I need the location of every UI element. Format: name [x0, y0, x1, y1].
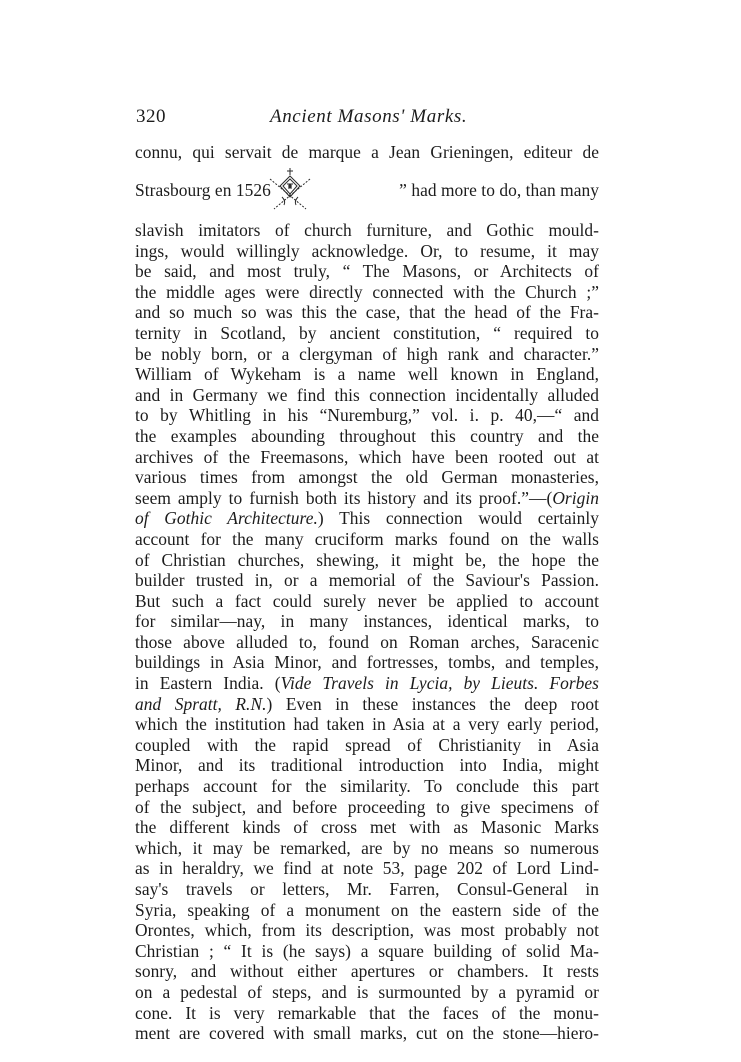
italic-citation: of Gothic Architecture.: [135, 508, 318, 529]
text-line: William of Wykeham is a name well known in England,: [135, 364, 599, 385]
text-line: various times from amongst the old German monasteries,: [135, 467, 599, 488]
text-line: perhaps account for the similarity. To conclude this part: [135, 776, 599, 797]
text-line: ment are covered with small marks, cut on the stone—hiero-: [135, 1023, 599, 1044]
text-segment: seem amply to furnish both its history and its proof.”—(: [135, 487, 553, 508]
text-line: be said, and most truly, “ The Masons, or Architects of: [135, 261, 599, 282]
text-line-with-mark: [135, 164, 599, 216]
text-line: of Christian churches, shewing, it might be, the hope the: [135, 549, 599, 570]
text-line: the middle ages were directly connected with the Church ;”: [135, 281, 599, 302]
text-line: cone. It is very remarkable that the faces of the monu-: [135, 1002, 599, 1023]
text-line: and so much so was this the case, that the head of the Fra-: [135, 302, 599, 323]
text-line: buildings in Asia Minor, and fortresses, tombs, and temples,: [135, 652, 599, 673]
running-title: Ancient Masons' Marks.: [270, 106, 468, 127]
italic-citation: Vide Travels in Lycia, by Lieuts. Forbes: [280, 673, 599, 694]
text-segment: ) Even in these instances the deep root: [266, 693, 600, 714]
text-segment: ” had more to do, than many: [399, 180, 599, 200]
text-line: of the subject, and before proceeding to give specimens of: [135, 796, 599, 817]
text-line: connu, qui servait de marque a Jean Grieningen, editeur de: [135, 142, 599, 162]
text-line: be nobly born, or a clergyman of high rank and character.”: [135, 343, 599, 364]
text-line: [135, 673, 599, 694]
text-line: the examples abounding throughout this country and the: [135, 425, 599, 446]
text-line: Orontes, which, from its description, was most probably not: [135, 920, 599, 941]
text-line: But such a fact could surely never be applied to account: [135, 590, 599, 611]
text-line: Christian ; “ It is (he says) a square building of solid Ma-: [135, 940, 599, 961]
text-line: for similar—nay, in many instances, identical marks, to: [135, 611, 599, 632]
text-line: which, it may be remarked, are by no means so numerous: [135, 837, 599, 858]
italic-citation: and Spratt, R.N.: [135, 693, 267, 714]
text-line: Minor, and its traditional introduction into India, might: [135, 755, 599, 776]
text-line: to by Whitling in his “Nuremburg,” vol. i. p. 40,—“ and: [135, 405, 599, 426]
text-line: coupled with the rapid spread of Christianity in Asia: [135, 734, 599, 755]
text-line: slavish imitators of church furniture, and Gothic mould-: [135, 220, 599, 240]
body-text: [135, 142, 599, 1044]
text-line: say's travels or letters, Mr. Farren, Consul-General in: [135, 879, 599, 899]
text-line: and in Germany we find this connection incidentally alluded: [135, 384, 599, 405]
text-line: which the institution had taken in Asia at a very early period,: [135, 714, 599, 735]
text-segment: Strasbourg en 1526: [135, 180, 271, 200]
text-line: archives of the Freemasons, which have been rooted out at: [135, 446, 599, 467]
italic-citation: Origin: [552, 487, 599, 508]
text-line: sonry, and without either apertures or chambers. It rests: [135, 961, 599, 982]
text-line: the different kinds of cross met with as Masonic Marks: [135, 817, 599, 838]
text-line: Syria, speaking of a monument on the eastern side of the: [135, 899, 599, 920]
text-line: [135, 488, 599, 509]
masonic-printer-mark-icon: [266, 167, 314, 213]
text-line: [135, 694, 599, 715]
text-segment: in Eastern India. (: [135, 673, 281, 694]
text-line: account for the many cruciform marks found on the walls: [135, 528, 599, 549]
page-number: 320: [136, 106, 166, 127]
text-line: [135, 508, 599, 529]
text-line: those above alluded to, found on Roman arches, Saracenic: [135, 631, 599, 652]
running-head: [136, 106, 600, 130]
text-line: ternity in Scotland, by ancient constitution, “ required to: [135, 322, 599, 343]
text-line: builder trusted in, or a memorial of the Saviour's Passion.: [135, 570, 599, 591]
text-line: on a pedestal of steps, and is surmounted by a pyramid or: [135, 981, 599, 1002]
text-line: as in heraldry, we find at note 53, page 202 of Lord Lind-: [135, 858, 599, 879]
text-line: ings, would willingly acknowledge. Or, to resume, it may: [135, 240, 599, 261]
text-segment: ) This connection would certainly: [317, 508, 599, 529]
